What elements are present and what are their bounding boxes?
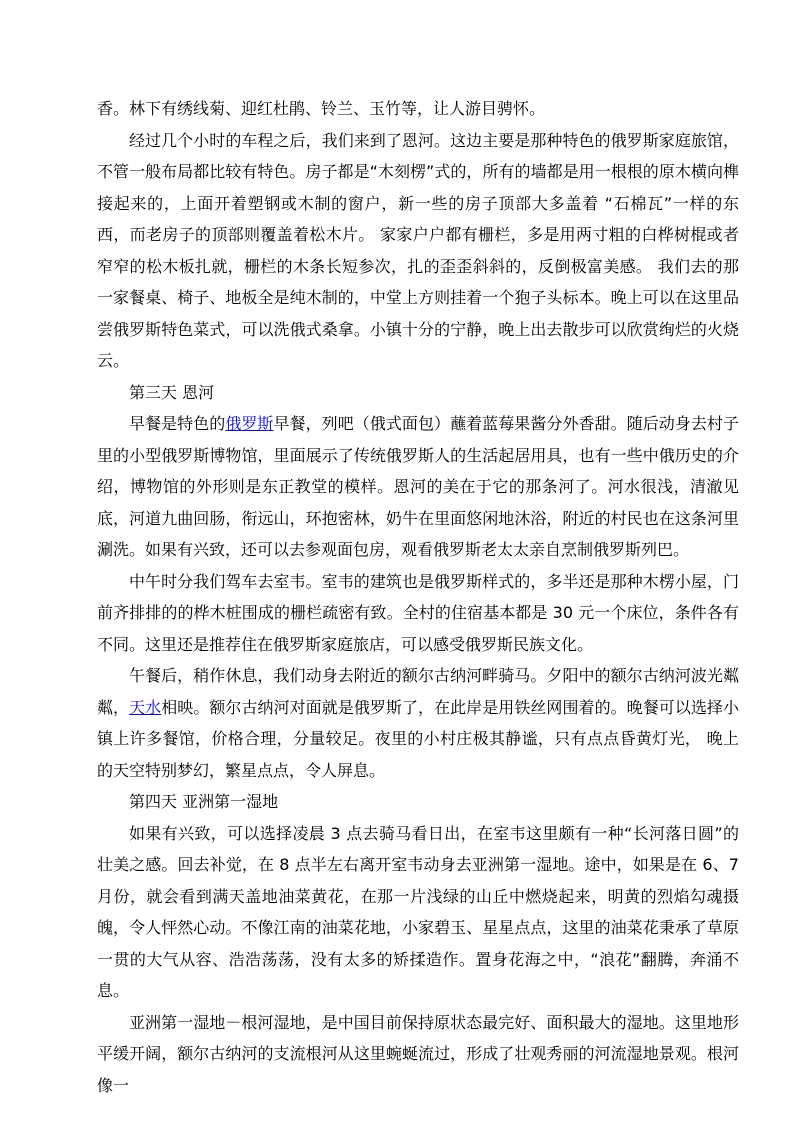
paragraph-text: 早餐是特色的	[129, 414, 226, 433]
section-heading	[97, 786, 739, 818]
inline-link[interactable]: 天水	[129, 697, 162, 717]
inline-link[interactable]: 俄罗斯	[225, 414, 274, 433]
paragraph-text: 如果有兴致，可以选择凌晨 3 点去骑马看日出，在室韦这里颇有一种“长河落日圆”的壮美之感。回去补觉，在 8 点半左右离开室韦动身去亚洲第一湿地。途中，如果是在 6、7 月份，就会看到满天盖地油菜黄花，在那一片浅绿的山丘中燃烧起来，明黄的烈焰勾魂摄魄，令人怦然心动。不像江南的油菜花地，小家碧玉、星星点点，这里的油菜花秉承了草原一贯的大气从容、浩浩荡荡，没有太多的矫揉造作。置身花海之中，“浪花”翻腾，奔涌不息。	[97, 823, 739, 1000]
paragraph-text: 第三天 恩河	[129, 382, 215, 402]
body-paragraph	[97, 566, 739, 661]
paragraph-text: 中午时分我们驾车去室韦。室韦的建筑也是俄罗斯样式的，多半还是那种木楞小屋，门前齐排排的的桦木桩围成的栅栏疏密有致。全村的住宿基本都是 30 元一个床位，条件各有不同。这里还是推荐住在俄罗斯家庭旅店，可以感受俄罗斯民族文化。	[97, 571, 739, 654]
paragraph-text: 经过几个小时的车程之后，我们来到了恩河。这边主要是那种特色的俄罗斯家庭旅馆，不管一般布局都比较有特色。房子都是“木刻楞”式的，所有的墙都是用一根根的原木横向榫接起来的，上面开着塑钢或木制的窗户，新一些的房子顶部大多盖着 “石棉瓦”一样的东西，而老房子的顶部则覆盖着松木片。 家家户户都有栅栏，多是用两寸粗的白桦树棍或者窄窄的松木板扎就，栅栏的木条长短参次，扎的歪歪斜斜的，反倒极富美感。 我们去的那一家餐桌、椅子、地板全是纯木制的，中堂上方则挂着一个狍子头标本。晚上可以在这里品尝俄罗斯特色菜式，可以洗俄式桑拿。小镇十分的宁静，晚上出去散步可以欣赏绚烂的火烧云。	[97, 130, 739, 370]
body-paragraph	[97, 1007, 739, 1102]
document-page	[97, 93, 739, 1101]
body-paragraph	[97, 125, 739, 377]
body-paragraph	[97, 660, 739, 786]
body-paragraph	[97, 818, 739, 1007]
body-paragraph	[97, 93, 739, 125]
paragraph-text: 午餐后，稍作休息，我们动身去附近的额尔古纳河畔骑马。夕阳中的额尔古纳河波光粼粼，	[97, 666, 739, 717]
section-heading	[97, 377, 739, 409]
paragraph-text: 香。林下有绣线菊、迎红杜鹃、铃兰、玉竹等，让人游目骋怀。	[97, 99, 546, 118]
paragraph-text: 亚洲第一湿地－根河湿地，是中国目前保持原状态最完好、面积最大的湿地。这里地形平缓开阔，额尔古纳河的支流根河从这里蜿蜒流过，形成了壮观秀丽的河流湿地景观。根河像一	[97, 1012, 739, 1095]
body-paragraph	[97, 408, 739, 566]
paragraph-text: 相映。额尔古纳河对面就是俄罗斯了，在此岸是用铁丝网围着的。晚餐可以选择小镇上许多餐馆，价格合理，分量较足。夜里的小村庄极其静谧，只有点点昏黄灯光， 晚上的天空特别梦幻，繁星点点，令人屏息。	[97, 697, 739, 780]
paragraph-text: 早餐，列吧（俄式面包）蘸着蓝莓果酱分外香甜。随后动身去村子里的小型俄罗斯博物馆，里面展示了传统俄罗斯人的生活起居用具，也有一些中俄历史的介绍，博物馆的外形则是东正教堂的模样。恩河的美在于它的那条河了。河水很浅，清澈见底，河道九曲回肠，衔远山，环抱密林，奶牛在里面悠闲地沐浴，附近的村民也在这条河里涮洗。如果有兴致，还可以去参观面包房，观看俄罗斯老太太亲自烹制俄罗斯列巴。	[97, 414, 739, 559]
paragraph-text: 第四天 亚洲第一湿地	[129, 792, 279, 811]
